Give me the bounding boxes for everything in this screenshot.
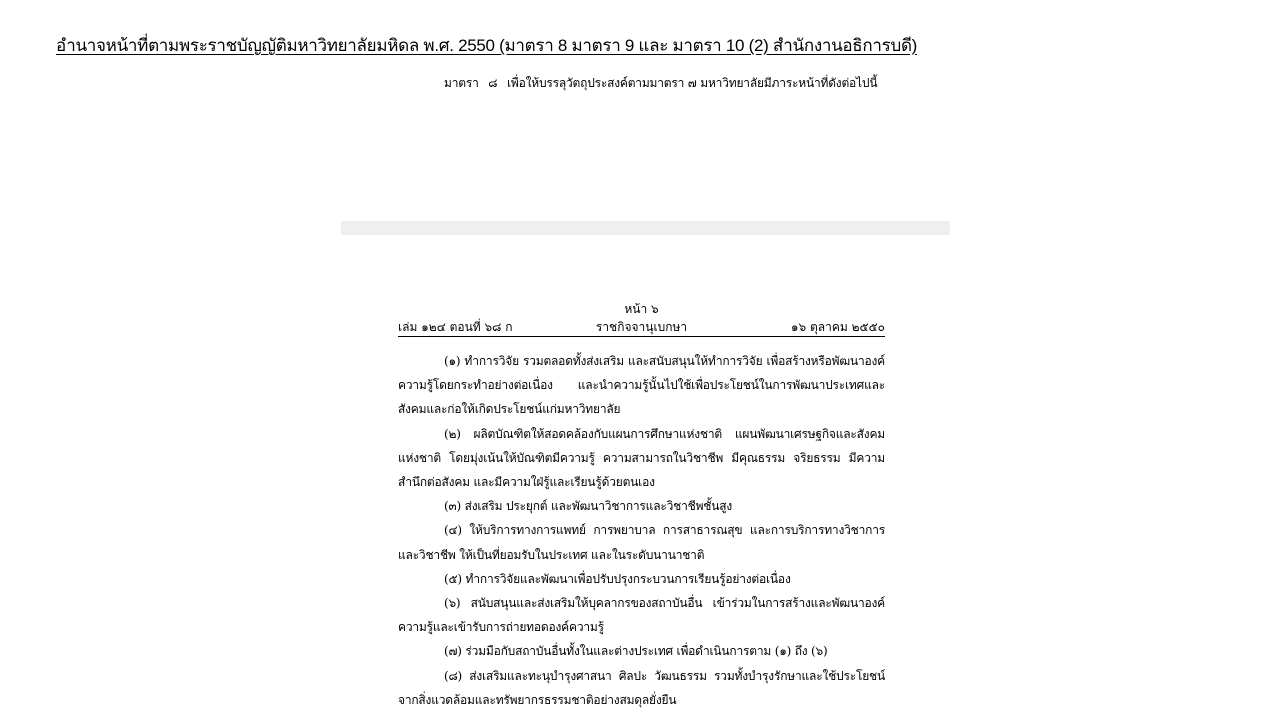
- duty-item-7: (๗) ร่วมมือกับสถาบันอื่นทั้งในและต่างประเทศ เพื่อดำเนินการตาม (๑) ถึง (๖): [444, 644, 828, 659]
- gazette-body: [398, 337, 885, 712]
- duty-item-8: (๘) ส่งเสริมและทะนุบำรุงศาสนา ศิลปะ วัฒนธรรม รวมทั้งบำรุงรักษาและใช้ประโยชน์จากสิ่งแวดล้อมและทรัพยากรธรรมชาติอย่างสมดุลยั่งยืน: [398, 668, 885, 707]
- gazette-page-number: หน้า ๖: [624, 302, 659, 316]
- duty-item-3: (๓) ส่งเสริม ประยุกต์ และพัฒนาวิชาการและวิชาชีพชั้นสูง: [444, 499, 733, 514]
- gazette-publication: ราชกิจจานุเบกษา: [595, 320, 688, 334]
- section-8-intro-scan: [444, 73, 878, 93]
- duty-item-5: (๕) ทำการวิจัยและพัฒนาเพื่อปรับปรุงกระบวนการเรียนรู้อย่างต่อเนื่อง: [444, 571, 791, 586]
- gazette-date: ๑๖ ตุลาคม ๒๕๕๐: [790, 320, 885, 334]
- section-intro-text: เพื่อให้บรรลุวัตถุประสงค์ตามมาตรา ๗ มหาวิทยาลัยมีภาระหน้าที่ดังต่อไปนี้: [506, 76, 878, 90]
- duty-item-4: (๔) ให้บริการทางการแพทย์ การพยาบาล การสาธารณสุข และการบริการทางวิชาการและวิชาชีพ ให้เป็นที่ยอมรับในประเทศ และในระดับนานาชาติ: [398, 523, 885, 562]
- gazette-page-scan: [398, 296, 885, 720]
- duty-item-6: (๖) สนับสนุนและส่งเสริมให้บุคลากรของสถาบันอื่น เข้าร่วมในการสร้างและพัฒนาองค์ความรู้และเข้ารับการถ่ายทอดองค์ความรู้: [398, 596, 885, 635]
- page-heading: อำนาจหน้าที่ตามพระราชบัญญัติมหาวิทยาลัยมหิดล พ.ศ. 2550 (มาตรา 8 มาตรา 9 และ มาตรา 10 (2) สำนักงานอธิการบดี): [56, 36, 918, 55]
- section-number: ๘: [488, 76, 498, 90]
- section-label: มาตรา: [444, 76, 479, 90]
- gazette-header: [398, 296, 885, 337]
- duty-item-2: (๒) ผลิตบัณฑิตให้สอดคล้องกับแผนการศึกษาแห่งชาติ แผนพัฒนาเศรษฐกิจและสังคมแห่งชาติ โดยมุ่งเน้นให้บัณฑิตมีความรู้ ความสามารถในวิชาชีพ มีคุณธรรม จริยธรรม มีความสำนึกต่อสังคม และมีความใฝ่รู้และเรียนรู้ด้วยตนเอง: [398, 426, 885, 490]
- duty-item-1: (๑) ทำการวิจัย รวมตลอดทั้งส่งเสริม และสนับสนุนให้ทำการวิจัย เพื่อสร้างหรือพัฒนาองค์ความรู้โดยกระทำอย่างต่อเนื่อง และนำความรู้นั้นไปใช้เพื่อประโยชน์ในการพัฒนาประเทศและสังคมและก่อให้เกิดประโยชน์แก่มหาวิทยาลัย: [398, 354, 885, 417]
- scan-divider-strip: [341, 221, 950, 235]
- gazette-volume: เล่ม ๑๒๔ ตอนที่ ๖๘ ก: [398, 320, 513, 334]
